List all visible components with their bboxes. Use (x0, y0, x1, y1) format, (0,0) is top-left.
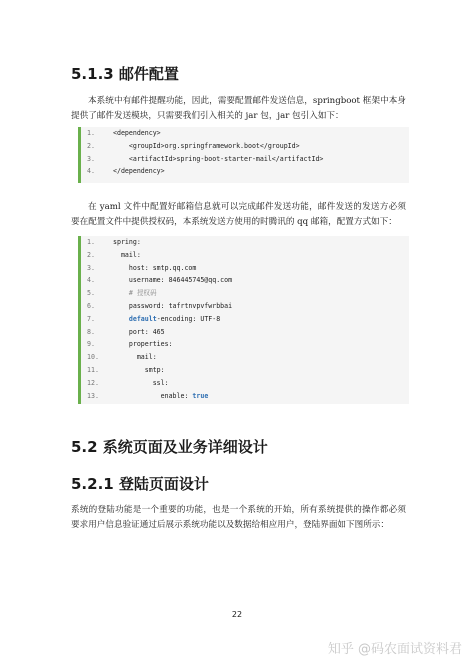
code-line (81, 377, 409, 390)
code-line (81, 338, 409, 351)
line-number: 13. (87, 391, 99, 400)
code-keyword: default (128, 314, 157, 323)
line-number: 3. (87, 263, 95, 272)
code-line (81, 127, 409, 140)
code-text: username: 846445745@qq.com (113, 276, 233, 285)
line-number: 2. (87, 250, 95, 259)
code-line (81, 274, 409, 287)
paragraph-login-design: 系统的登陆功能是一个重要的功能，也是一个系统的开始，所有系统提供的操作都必须要求用户信息验证通过后展示系统功能以及数据给相应用户，登陆界面如下图所示： (71, 505, 406, 530)
line-number: 7. (87, 314, 95, 323)
code-keyword: true (192, 391, 209, 400)
code-line (81, 249, 409, 262)
line-number: 1. (87, 238, 95, 246)
code-block-dependency (78, 127, 409, 183)
line-number: 9. (87, 340, 95, 349)
code-text: ssl: (113, 378, 169, 387)
line-number: 10. (87, 353, 99, 362)
code-text: properties: (113, 340, 173, 349)
paragraph-mail-intro: 本系统中有邮件提醒功能，因此，需要配置邮件发送信息，springboot 框架中本身提供了邮件发送模块，只需要我们引入相关的 jar 包，jar 包引入如下： (71, 96, 406, 121)
code-line (81, 313, 409, 326)
code-text: host: smtp.qq.com (113, 263, 197, 272)
code-text: <dependency> (113, 129, 161, 137)
line-number: 2. (87, 141, 95, 150)
line-number: 11. (87, 365, 99, 374)
code-line (81, 140, 409, 153)
code-line (81, 287, 409, 300)
page-number: 22 (231, 610, 243, 619)
line-number: 12. (87, 378, 99, 387)
line-number: 3. (87, 154, 95, 163)
code-text (113, 315, 129, 323)
code-comment: # 授权码 (113, 289, 157, 298)
code-text: enable: (113, 391, 193, 400)
code-line (81, 300, 409, 313)
line-number: 8. (87, 327, 95, 336)
code-text: password: tafrtnvpvfwrbbai (113, 301, 233, 310)
code-text: mail: (113, 250, 141, 259)
code-line (81, 165, 409, 178)
line-number: 4. (87, 167, 95, 176)
code-text: port: 465 (113, 327, 165, 336)
code-text: <artifactId>spring-boot-starter-mail</artifactId> (113, 154, 324, 163)
section-title-5-1-3: 5.1.3 邮件配置 (71, 65, 179, 83)
paragraph-yaml-config: 在 yaml 文件中配置好邮箱信息就可以完成邮件发送功能，邮件发送的发送方必须要在配置文件中提供授权码，本系统发送方使用的时腾讯的 qq 邮箱，配置方式如下： (71, 202, 406, 227)
code-text: spring: (113, 238, 141, 246)
code-text: </dependency> (113, 167, 165, 176)
code-line (81, 390, 409, 403)
code-block-yaml (78, 236, 409, 404)
line-number: 4. (87, 276, 95, 285)
code-text: mail: (113, 353, 157, 362)
line-number: 1. (87, 129, 95, 137)
line-number: 5. (87, 289, 95, 298)
code-text: <groupId>org.springframework.boot</groupId> (113, 141, 300, 150)
code-line (81, 153, 409, 166)
section-title-5-2: 5.2 系统页面及业务详细设计 (71, 438, 268, 456)
code-line (81, 351, 409, 364)
code-line (81, 262, 409, 275)
code-text: -encoding: UTF-8 (156, 314, 221, 323)
section-title-5-2-1: 5.2.1 登陆页面设计 (71, 475, 209, 493)
code-line (81, 236, 409, 249)
code-line (81, 326, 409, 339)
code-text: smtp: (113, 365, 165, 374)
code-line (81, 364, 409, 377)
watermark: 知乎 @码农面试资料君 (327, 642, 462, 657)
line-number: 6. (87, 301, 95, 310)
